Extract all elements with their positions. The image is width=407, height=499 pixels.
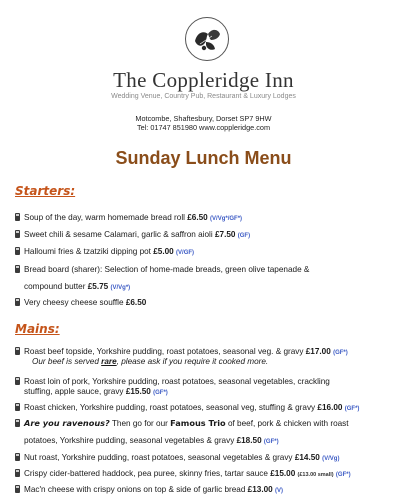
glass-bullet-icon — [15, 469, 20, 477]
starter-item — [15, 229, 401, 242]
main-diet: (V/Vg) — [322, 456, 340, 462]
glass-bullet-icon — [15, 419, 20, 427]
starter-price: £7.50 — [214, 230, 236, 239]
glass-bullet-icon — [15, 403, 20, 411]
main-text: Roast chicken, Yorkshire pudding, roast potatoes, seasonal veg, stuffing & gravy — [24, 403, 316, 412]
menu-title: Sunday Lunch Menu — [115, 148, 292, 168]
starter-item — [15, 297, 401, 308]
main-text: of beef, pork & chicken with roast — [225, 419, 349, 428]
note-text: , please ask if you require it cooked more. — [116, 357, 269, 366]
starter-price: £6.50 — [187, 213, 208, 222]
mains-heading: Mains: — [15, 322, 60, 336]
main-diet: (GF*) — [335, 472, 351, 478]
glass-bullet-icon — [15, 453, 20, 461]
glass-bullet-icon — [15, 298, 20, 306]
main-price: £15.00 — [270, 469, 296, 478]
main-item-continued — [15, 386, 401, 399]
glass-bullet-icon — [15, 230, 20, 238]
beef-note — [32, 356, 401, 367]
starter-text: compound butter — [24, 282, 86, 291]
starter-text: Soup of the day, warm homemade bread roll — [24, 213, 185, 222]
glass-bullet-icon — [15, 485, 20, 493]
main-text: Mac'n cheese with crispy onions on top & side of garlic bread — [24, 485, 246, 494]
main-diet: (V) — [275, 488, 283, 494]
main-diet: (GF*) — [263, 439, 279, 445]
glass-bullet-icon — [15, 265, 20, 273]
main-text: potatoes, Yorkshire pudding, seasonal vegetables & gravy — [24, 436, 235, 445]
main-price: £13.00 — [247, 485, 273, 494]
glass-bullet-icon — [15, 247, 20, 255]
starter-diet: (V/Vg*) — [110, 285, 131, 291]
starter-text: Sweet chili & sesame Calamari, garlic & saffron aioli — [24, 230, 213, 239]
main-item — [15, 452, 401, 465]
main-item — [15, 402, 401, 415]
tagline: Wedding Venue, Country Pub, Restaurant & Luxury Lodges — [111, 93, 296, 100]
main-diet: (GF*) — [153, 390, 168, 396]
main-diet: (GF*) — [344, 406, 360, 412]
inn-name: The Coppleridge Inn — [113, 68, 294, 92]
small-portion-price: (£13.00 small) — [297, 472, 334, 478]
main-price: £18.50 — [236, 436, 262, 445]
glass-bullet-icon — [15, 213, 20, 221]
starter-price: £5.00 — [153, 247, 174, 256]
starter-diet: (V/GF) — [176, 250, 195, 256]
starter-text: Bread board (sharer): Selection of home-made breads, green olive tapenade & — [24, 265, 310, 274]
starter-text: Halloumi fries & tzatziki dipping pot — [24, 247, 151, 256]
main-text: Roast beef topside, Yorkshire pudding, roast potatoes, seasonal veg. & gravy — [24, 347, 304, 356]
main-price: £17.00 — [305, 347, 331, 356]
main-item — [15, 484, 401, 497]
glass-bullet-icon — [15, 347, 20, 355]
main-item — [15, 418, 401, 429]
starter-item — [15, 246, 401, 259]
main-price: £14.50 — [294, 453, 320, 462]
starters-heading: Starters: — [15, 184, 76, 198]
starter-diet: (GF) — [237, 233, 251, 239]
main-diet: (GF*) — [333, 350, 348, 356]
starter-price: £6.50 — [125, 298, 147, 307]
starter-item — [15, 212, 401, 225]
starter-price: £5.75 — [87, 282, 109, 291]
oak-leaf-acorn-logo-icon — [184, 16, 230, 62]
starter-diet: (V/Vg*/GF*) — [210, 216, 243, 222]
main-text: Then go for our — [109, 419, 171, 428]
contact: Tel: 01747 851980 www.coppleridge.com — [136, 123, 271, 132]
main-item — [15, 468, 401, 481]
main-text: Nut roast, Yorkshire pudding, roast potatoes, seasonal vegetables & gravy — [24, 453, 293, 462]
address-block — [0, 114, 407, 132]
main-price: £15.50 — [125, 387, 151, 396]
main-text: stuffing, apple sauce, gravy — [24, 387, 124, 396]
starter-item — [15, 264, 401, 275]
famous-trio: Famous Trio — [170, 418, 226, 428]
ravenous-callout: Are you ravenous? — [24, 418, 110, 428]
note-emphasis: rare — [101, 357, 117, 366]
starter-item-continued — [15, 281, 401, 294]
main-item-continued — [15, 435, 401, 448]
note-text: Our beef is served — [32, 357, 102, 366]
main-price: £16.00 — [317, 403, 343, 412]
main-text: Crispy cider-battered haddock, pea puree, skinny fries, tartar sauce — [24, 469, 268, 478]
address: Motcombe, Shaftesbury, Dorset SP7 9HW — [135, 114, 272, 123]
main-text: Roast loin of pork, Yorkshire pudding, roast potatoes, seasonal vegetables, crackling — [24, 377, 330, 386]
starter-text: Very cheesy cheese souffle — [24, 298, 124, 307]
glass-bullet-icon — [15, 377, 20, 385]
